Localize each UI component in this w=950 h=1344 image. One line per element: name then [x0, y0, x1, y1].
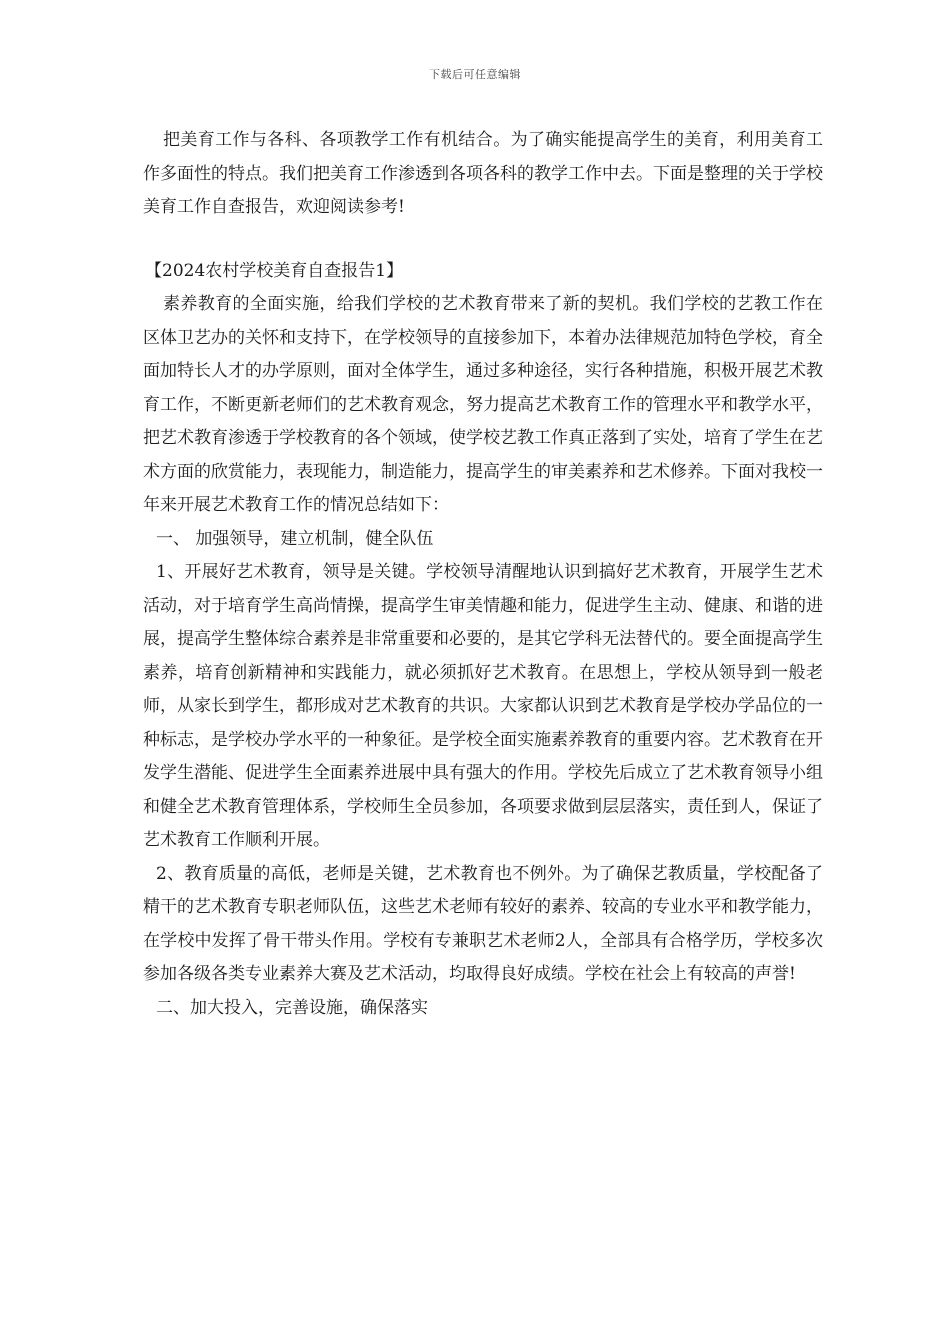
- document-body: [143, 124, 823, 1025]
- list-item-2: 2、教育质量的高低，老师是关键，艺术教育也不例外。为了确保艺教质量，学校配备了精干的艺术教育专职老师队伍，这些艺术老师有较好的素养、较高的专业水平和教学能力，在学校中发挥了骨干带头作用。学校有专兼职艺术老师2人，全部具有合格学历，学校多次参加各级各类专业素养大赛及艺术活动，均取得良好成绩。学校在社会上有较高的声誉!: [143, 863, 823, 984]
- intro-paragraph: 把美育工作与各科、各项教学工作有机结合。为了确实能提高学生的美育，利用美育工作多面性的特点。我们把美育工作渗透到各项各科的教学工作中去。下面是整理的关于学校美育工作自查报告，欢迎阅读参考!: [143, 130, 823, 217]
- section-title: 【2024农村学校美育自查报告1】: [145, 260, 404, 281]
- paragraph-gap: [143, 225, 823, 255]
- list-item-1: 1、开展好艺术教育，领导是关键。学校领导清醒地认识到搞好艺术教育，开展学生艺术活动，对于培育学生高尚情操，提高学生审美情趣和能力，促进学生主动、健康、和谐的进展，提高学生整体综合素养是非常重要和必要的，是其它学科无法替代的。要全面提高学生素养，培育创新精神和实践能力，就必须抓好艺术教育。在思想上，学校从领导到一般老师，从家长到学生，都形成对艺术教育的共识。大家都认识到艺术教育是学校办学品位的一种标志，是学校办学水平的一种象征。是学校全面实施素养教育的重要内容。艺术教育在开发学生潜能、促进学生全面素养进展中具有强大的作用。学校先后成立了艺术教育领导小组和健全艺术教育管理体系，学校师生全员参加，各项要求做到层层落实，责任到人，保证了艺术教育工作顺利开展。: [143, 562, 823, 850]
- section-heading-1: 一、 加强领导，建立机制，健全队伍: [156, 528, 434, 549]
- page-header-note: 下载后可任意编辑: [429, 68, 521, 81]
- section-heading-2: 二、加大投入，完善设施，确保落实: [156, 997, 428, 1018]
- section-paragraph: 素养教育的全面实施，给我们学校的艺术教育带来了新的契机。我们学校的艺教工作在区体卫艺办的关怀和支持下，在学校领导的直接参加下，本着办法律规范加特色学校，育全面加特长人才的办学原则，面对全体学生，通过多种途径，实行各种措施，积极开展艺术教育工作，不断更新老师们的艺术教育观念，努力提高艺术教育工作的管理水平和教学水平，把艺术教育渗透于学校教育的各个领域，使学校艺教工作真正落到了实处，培育了学生在艺术方面的欣赏能力，表现能力，制造能力，提高学生的审美素养和艺术修养。下面对我校一年来开展艺术教育工作的情况总结如下：: [143, 294, 823, 515]
